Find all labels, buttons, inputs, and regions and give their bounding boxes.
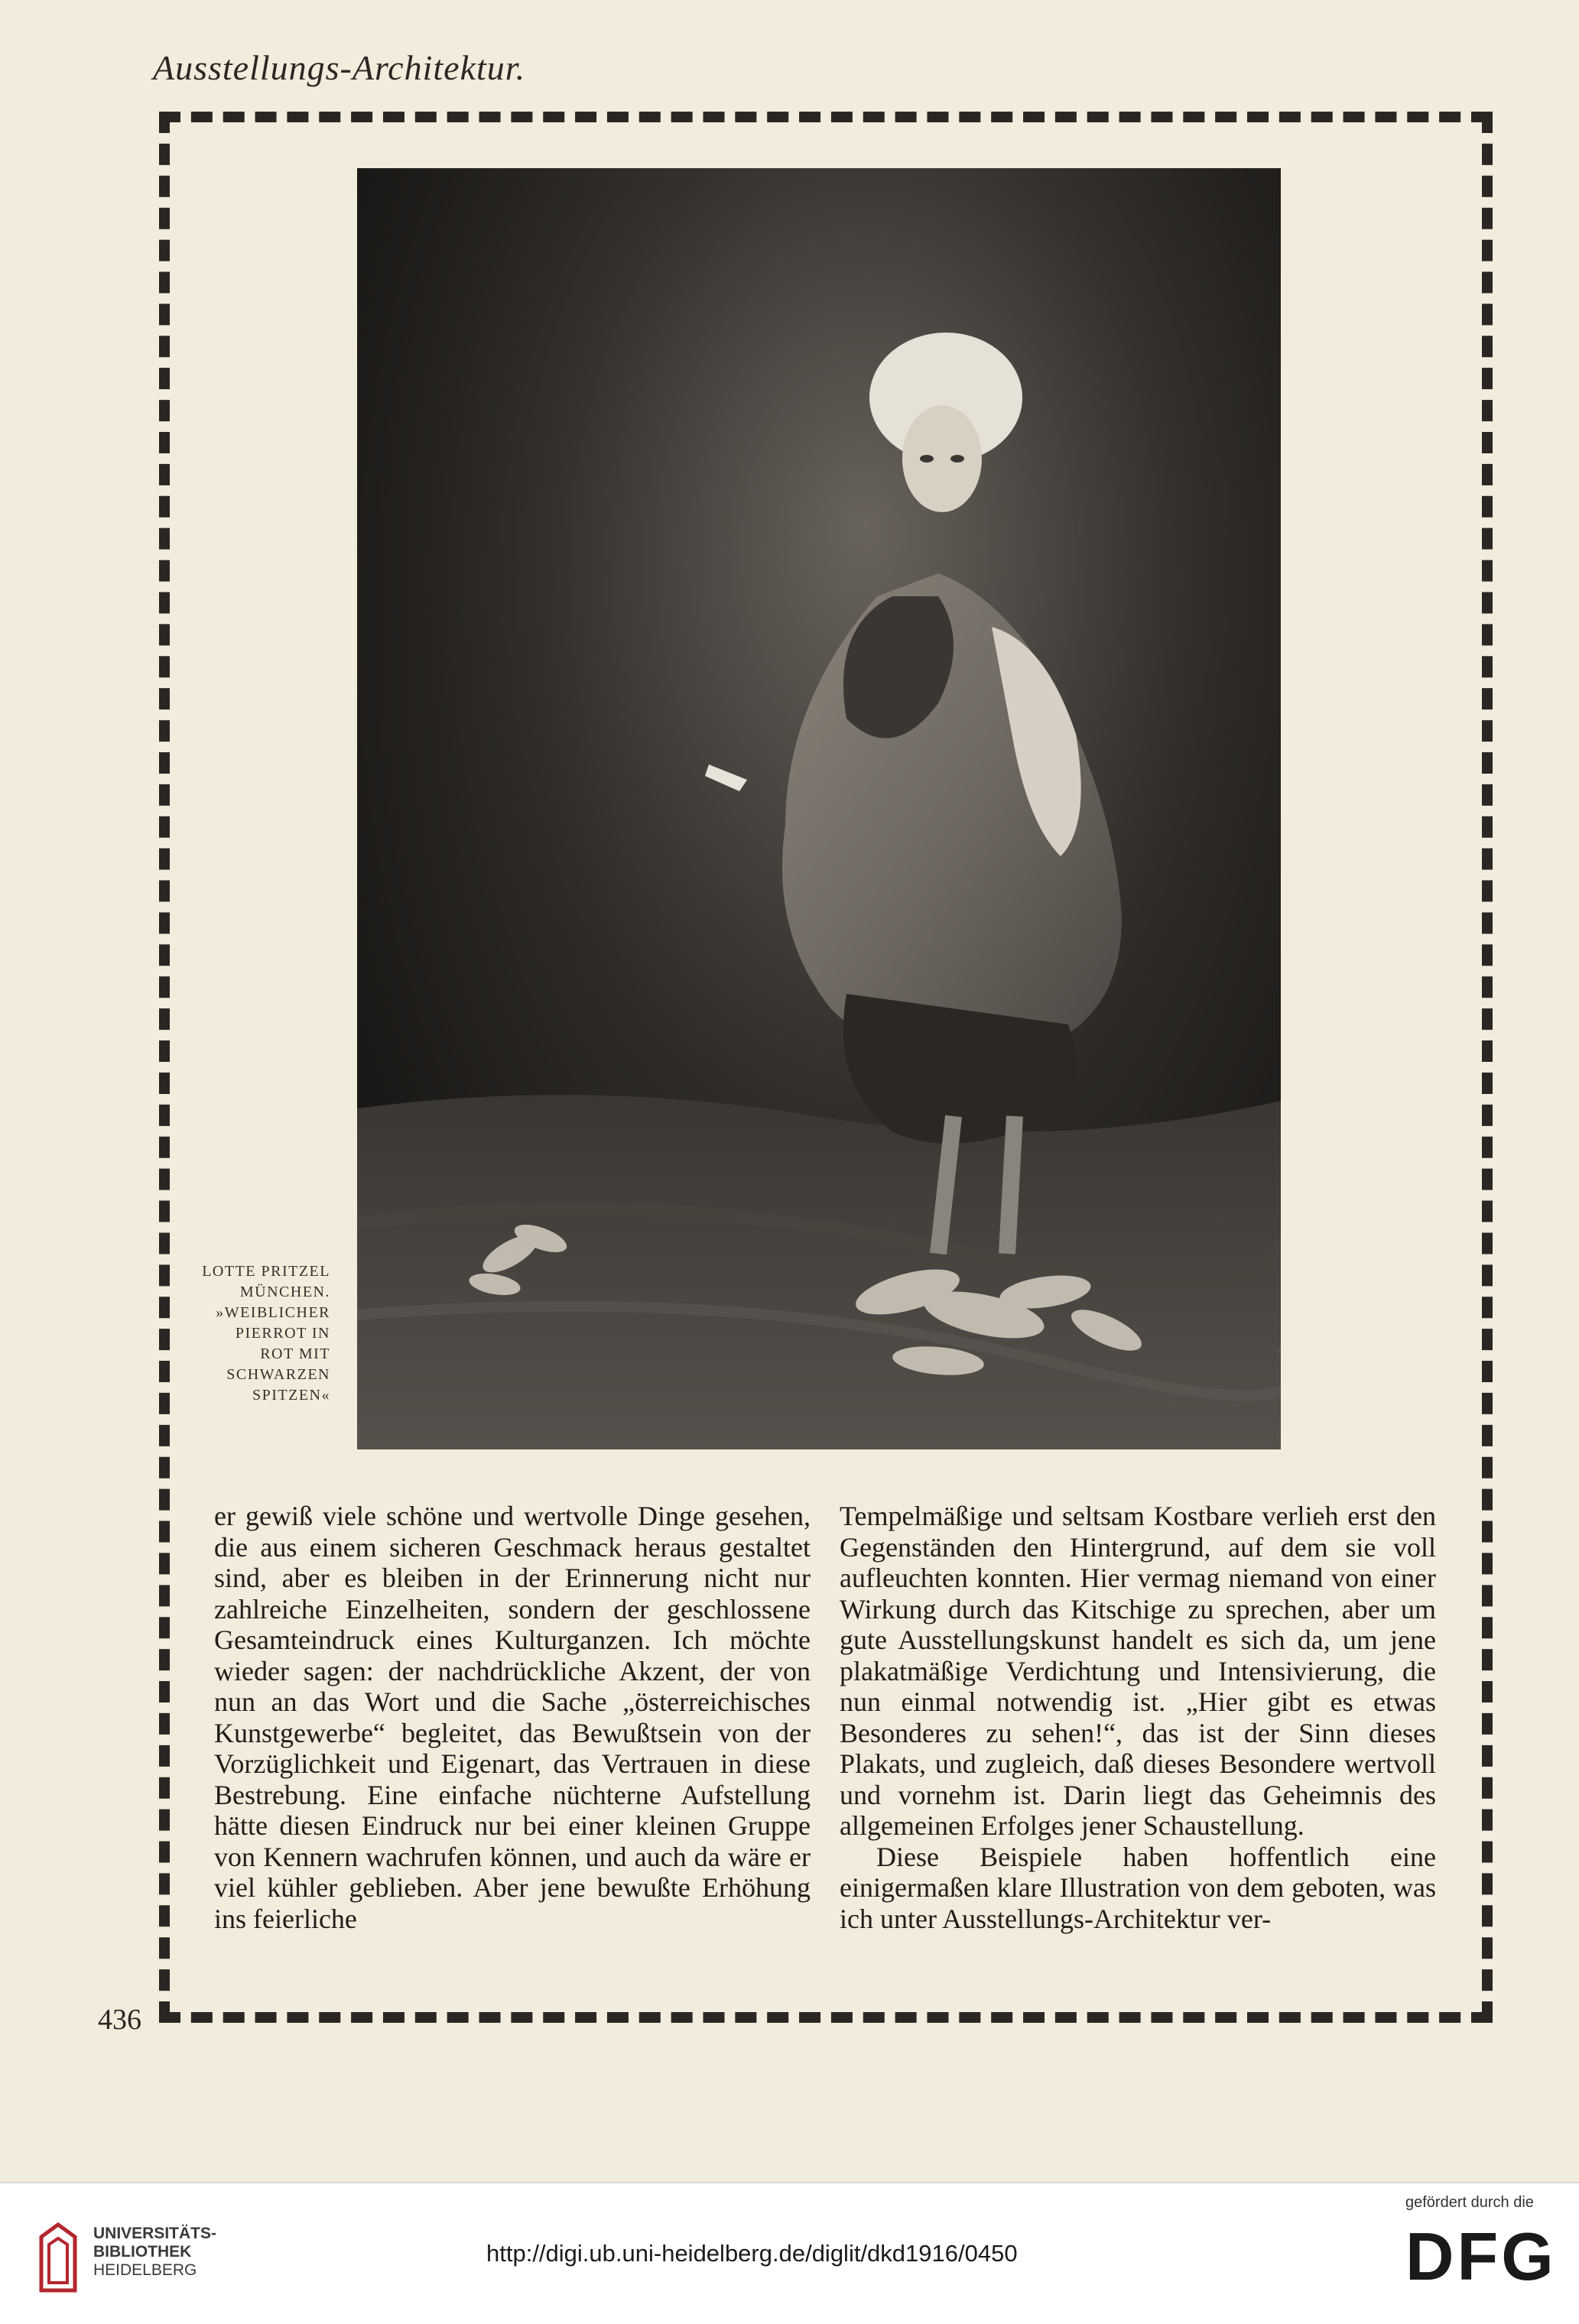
body-column-right xyxy=(840,1501,1436,1934)
funding-caption: gefördert durch die xyxy=(1405,2194,1534,2211)
page-number: 436 xyxy=(98,2004,141,2036)
photograph-drawing xyxy=(357,168,1281,1449)
library-name xyxy=(93,2225,216,2280)
dfg-logo-icon xyxy=(1405,2222,1558,2290)
library-name-line: UNIVERSITÄTS- xyxy=(93,2225,217,2242)
caption-line: ROT MIT xyxy=(260,1345,330,1362)
running-title: Ausstellungs-Architektur. xyxy=(153,48,526,87)
figure-caption xyxy=(161,1261,330,1406)
paragraph: Tempelmäßige und seltsam Kostbare verlieh erst den Gegenständen den Hintergrund, auf dem sie voll aufleuchten konnten. Hier vermag niemand von einer Wirkung durch das Kitschige zu sprechen, aber um gute Ausstellungskunst handelt es sich da, um jene plakatmäßige Verdichtung und Intensivierung, die nun einmal notwendig ist. „Hier gibt es etwas Besonderes zu sehen!“, das ist der Sinn dieses Plakats, und zugleich, daß dieses Besondere wertvoll und vornehm ist. Darin liegt das Geheimnis des allgemeinen Erfolges jener Schaustellung. xyxy=(840,1501,1436,1841)
paragraph: er gewiß viele schöne und wertvolle Dinge gesehen, die aus einem sicheren Geschmack heraus gestaltet sind, aber es bleiben in der Erinnerung nicht nur zahlreiche Einzelheiten, sondern der geschlossene Gesamteindruck eines Kulturganzen. Ich möchte wieder sagen: der nachdrückliche Akzent, der von nun an das Wort und die Sache „österreichisches Kunstgewerbe“ begleitet, das Bewußtsein von der Vorzüglichkeit und Eigenart, das Vertrauen in diese Bestrebung. Eine einfache nüchterne Aufstellung hätte diesen Eindruck nur bei einer kleinen Gruppe von Kennern wachrufen können, und auch da wäre er viel kühler geblieben. Aber jene bewußte Erhöhung ins feierliche xyxy=(214,1501,811,1934)
caption-line: SPITZEN« xyxy=(252,1387,330,1404)
caption-line: »WEIBLICHER xyxy=(216,1304,330,1321)
paragraph: Diese Beispiele haben hoffentlich eine einigermaßen klare Illustration von dem geboten, was ich unter Ausstellungs-Architektur ver- xyxy=(840,1841,1436,1934)
permalink-url[interactable]: http://digi.ub.uni-heidelberg.de/diglit/dkd1916/0450 xyxy=(486,2240,1018,2267)
library-name-line: HEIDELBERG xyxy=(93,2261,197,2279)
library-logo-icon xyxy=(35,2222,81,2295)
library-name-line: BIBLIOTHEK xyxy=(93,2243,192,2261)
caption-line: SCHWARZEN xyxy=(226,1366,330,1383)
caption-line: MÜNCHEN. xyxy=(239,1284,330,1300)
caption-line: LOTTE PRITZEL xyxy=(202,1263,330,1280)
caption-line: PIERROT IN xyxy=(235,1325,330,1342)
body-column-left xyxy=(214,1501,811,1934)
dfg-logo-text: DFG xyxy=(1405,2222,1557,2290)
photograph-pierrot-doll xyxy=(357,168,1281,1449)
digitization-footer xyxy=(0,2182,1579,2324)
